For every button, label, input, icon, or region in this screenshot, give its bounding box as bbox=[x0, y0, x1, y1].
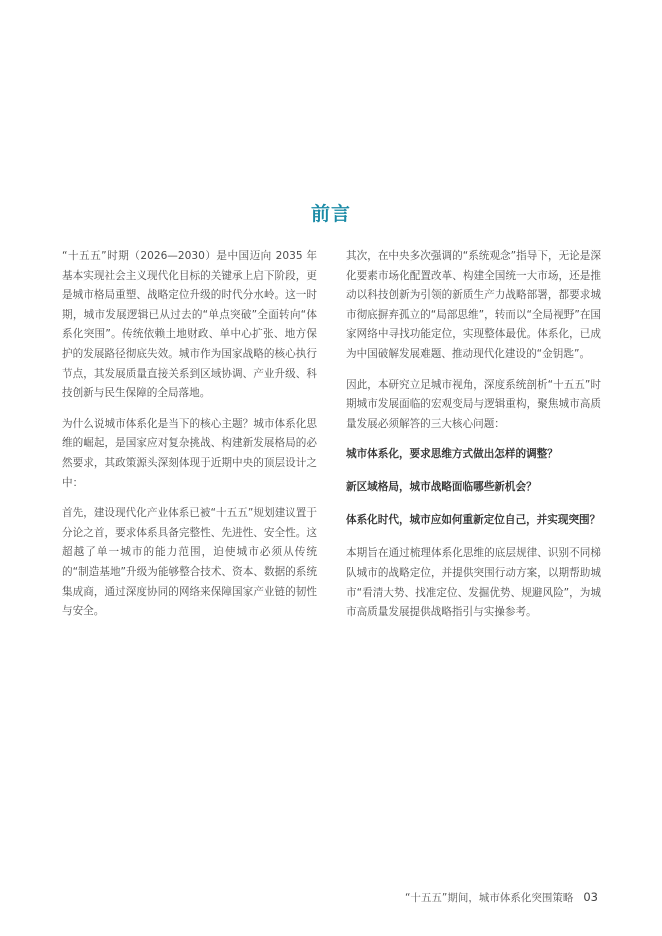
core-question-2: 新区域格局，城市战略面临哪些新机会？ bbox=[346, 481, 537, 494]
closing-paragraph: 本期旨在通过梳理体系化思维的底层规律、识别不同梯队城市的战略定位，并提供突围行动方案，以期帮助城市“看清大势、找准定位、发掘优势、规避风险”，为城市高质量发展提供战略指引与实操参考。 bbox=[346, 547, 601, 619]
right-column bbox=[346, 247, 601, 634]
left-column bbox=[62, 247, 317, 633]
research-focus-paragraph: 因此，本研究立足城市视角，深度系统剖析“十五五”时期城市发展面临的宏观变局与逻辑重构，聚焦城市高质量发展必须解答的三大核心问题： bbox=[346, 378, 601, 430]
footer-title: “十五五”期间，城市体系化突围策略 bbox=[404, 892, 574, 904]
page-title: 前言 bbox=[310, 202, 351, 225]
core-question-3: 体系化时代，城市应如何重新定位自己，并实现突围？ bbox=[346, 514, 601, 527]
core-question-1: 城市体系化，要求思维方式做出怎样的调整？ bbox=[346, 448, 558, 461]
system-concept-paragraph: 其次，在中央多次强调的“系统观念”指导下，无论是深化要素市场化配置改革、构建全国统一大市场，还是推动以科技创新为引领的新质生产力战略部署，都要求城市彻底摒弃孤立的“局部思维”，转而以“全局视野”在国家网络中寻找功能定位，实现整体最优。体系化，已成为中国破解发展难题、推动现代化建设的“金钥匙”。 bbox=[346, 250, 602, 360]
page-number: 03 bbox=[583, 890, 598, 904]
page-footer bbox=[405, 890, 598, 905]
intro-paragraph: “十五五”时期（2026—2030）是中国迈向 2035 年基本实现社会主义现代化目标的关键承上启下阶段，更是城市格局重塑、战略定位升级的时代分水岭。这一时期，城市发展逻辑已从过去的“单点突破”全面转向“体系化突围”。传统依赖土地财政、单中心扩张、地方保护的发展路径彻底失效。城市作为国家战略的核心执行节点，其发展质量直接关系到区域协调、产业升级、科技创新与民生保障的全局落地。 bbox=[62, 250, 317, 400]
core-theme-paragraph: 为什么说城市体系化是当下的核心主题？城市体系化思维的崛起，是国家应对复杂挑战、构建新发展格局的必然要求，其政策源头深刻体现于近期中央的顶层设计之中： bbox=[62, 417, 317, 489]
industry-system-paragraph: 首先，建设现代化产业体系已被“十五五”规划建议置于分论之首，要求体系具备完整性、先进性、安全性。这超越了单一城市的能力范围，迫使城市必须从传统的“制造基地”升级为能够整合技术、资本、数据的系统集成商，通过深度协同的网络来保障国家产业链的韧性与安全。 bbox=[62, 507, 317, 618]
